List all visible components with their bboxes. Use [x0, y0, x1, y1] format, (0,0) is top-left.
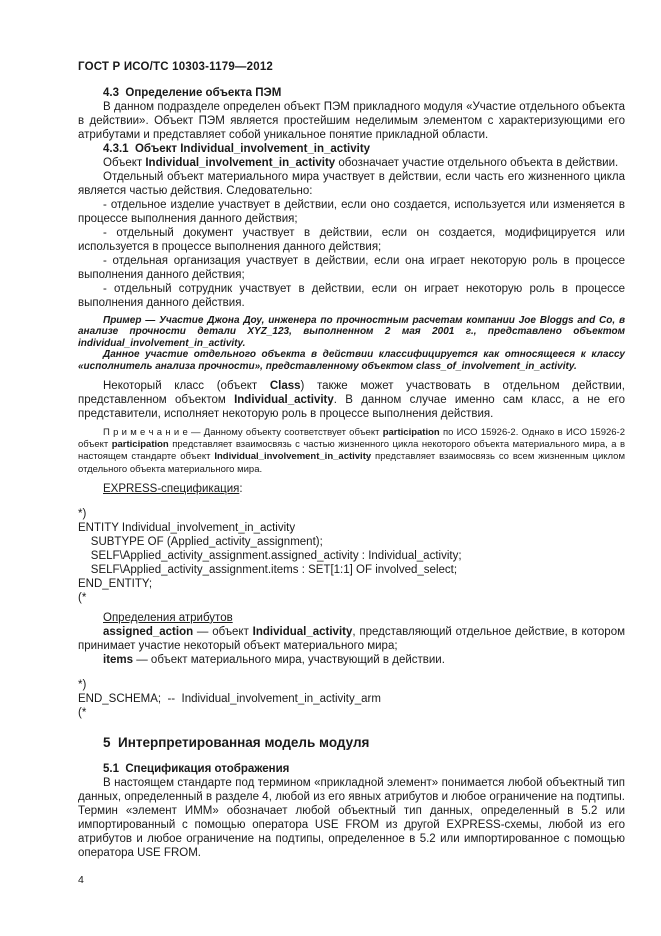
- text-run: - отдельная организация участвует в действии, если она играет некоторую роль в процессе выполнения данного действия;: [78, 255, 625, 281]
- page-number: 4: [78, 874, 84, 886]
- attribute-definition: [78, 625, 625, 653]
- bullet-item: [78, 198, 625, 226]
- code-line: SELF\Applied_activity_assignment.items : SET[1:1] OF involved_select;: [78, 563, 458, 576]
- text-run: В настоящем стандарте под термином «прикладной элемент» понимается любой объектный тип данных, определенный в разделе 4, любой из его явных атрибутов и любое ограничение на подтипы. Термин «элемент ИММ» обозначает любой объектный тип данных, определенный в 5.2 или импортированный с помощью оператора USE FROM из другой EXPRESS-схемы, любой из его атрибутов и любое ограничение на подтипы, определенное в 5.2 или импортированное с помощью оператора USE FROM.: [78, 776, 625, 859]
- paragraph: [78, 100, 625, 142]
- paragraph: [78, 379, 625, 421]
- code-line: END_ENTITY;: [78, 577, 153, 590]
- text-run: Объект: [103, 157, 146, 169]
- text-run: Individual_activity: [252, 625, 353, 638]
- text-run: В данном подразделе определен объект ПЭМ прикладного модуля «Участие отдельного объекта в действии». Объект ПЭМ является простейшим неделимым элементом с характеризующими его атрибутами и представляет собой уникальное понятие прикладной области.: [78, 101, 625, 141]
- note-paragraph: [78, 427, 625, 476]
- text-run: - отдельное изделие участвует в действии, если оно создается, используется или изменяется в процессе выполнения данного действия;: [78, 199, 625, 225]
- text-run: 5 Интерпретированная модель модуля: [103, 734, 370, 750]
- text-run: EXPRESS-спецификация: [103, 482, 240, 495]
- text-run: — объект материального мира, участвующий в действии.: [133, 653, 445, 666]
- bullet-item: [78, 226, 625, 254]
- text-run: - отдельный сотрудник участвует в действии, если он играет некоторую роль в процессе выполнения данного действия.: [78, 283, 625, 309]
- attr-definitions-label: [78, 611, 625, 625]
- code-line: (*: [78, 706, 87, 719]
- section-4-3-heading: [78, 86, 625, 100]
- express-code-block: [78, 507, 625, 605]
- text-run: Некоторый класс (объект: [103, 380, 270, 393]
- attribute-definition: [78, 653, 625, 667]
- end-schema-code-block: [78, 678, 625, 720]
- text-run: Individual_activity: [234, 394, 334, 407]
- code-line: SELF\Applied_activity_assignment.assigned_activity : Individual_activity;: [78, 549, 462, 562]
- section-5-heading: [78, 734, 625, 751]
- bullet-item: [78, 282, 625, 310]
- text-run: Отдельный объект материального мира участвует в действии, если часть его жизненного цикла является частью действия. Следовательно:: [78, 171, 625, 197]
- text-run: Individual_involvement_in_activity: [145, 157, 336, 169]
- text-run: participation: [382, 427, 440, 439]
- paragraph: [78, 170, 625, 198]
- text-run: Данное участие отдельного объекта в действии классифицируется как относящееся к классу «исполнитель анализа прочности», представленному объектом class_of_involvement_in_activity.: [78, 349, 625, 372]
- text-run: - отдельный документ участвует в действии, если он создается, модифицируется или используется в процессе выполнения данного действия;: [78, 227, 625, 253]
- section-4-3-1-heading: [78, 142, 625, 156]
- bullet-item: [78, 254, 625, 282]
- text-run: Class: [269, 380, 301, 393]
- paragraph: [78, 156, 625, 170]
- code-line: *): [78, 678, 87, 691]
- text-run: :: [239, 482, 243, 495]
- paragraph: [78, 776, 625, 860]
- document-body: [78, 86, 625, 860]
- text-run: 4.3 Определение объекта ПЭМ: [103, 87, 282, 99]
- text-run: . В данном случае именно сам класс, а не его представители, исполняет некоторую роль в процессе выполнения действия.: [78, 394, 626, 421]
- code-line: ENTITY Individual_involvement_in_activity: [78, 521, 296, 534]
- code-line: SUBTYPE OF (Applied_activity_assignment);: [78, 535, 323, 548]
- text-run: обозначает участие отдельного объекта в действии.: [335, 157, 619, 169]
- code-line: (*: [78, 591, 87, 604]
- example-paragraph: [78, 349, 625, 372]
- text-run: представляет взаимосвязь со всем жизненным циклом отдельного объекта материального мира.: [78, 451, 626, 475]
- text-run: Определения атрибутов: [103, 611, 233, 624]
- text-run: по ИСО 15926-2. Однако в ИСО 15926-2 объект: [78, 427, 625, 451]
- text-run: Individual_involvement_in_activity: [214, 451, 372, 463]
- text-run: 4.3.1 Объект Individual_involvement_in_activity: [103, 143, 371, 155]
- text-run: — объект: [193, 625, 253, 638]
- text-run: , представляющий отдельное действие, в котором принимает участие некоторый объект материального мира;: [78, 625, 626, 652]
- text-run: 5.1 Спецификация отображения: [103, 762, 290, 775]
- text-run: ) также может участвовать в отдельном действии, представленном объектом: [78, 380, 625, 407]
- text-run: Пример — Участие Джона Доу, инженера по прочностным расчетам компании Joe Bloggs and Co, в анализе прочности детали XYZ_123, выполненном 2 мая 2001 г., представлено объектом individual_involvement_in_activity.: [78, 315, 625, 349]
- code-line: *): [78, 507, 87, 520]
- express-spec-label: [78, 482, 625, 496]
- section-5-1-heading: [78, 762, 625, 776]
- text-run: items: [103, 653, 134, 666]
- example-paragraph: [78, 315, 625, 349]
- text-run: П р и м е ч а н и е — Данному объекту соответствует объект: [103, 427, 383, 439]
- standard-designation-header: ГОСТ Р ИСО/ТС 10303-1179—2012: [78, 61, 274, 73]
- code-line: END_SCHEMA; -- Individual_involvement_in_activity_arm: [78, 692, 381, 705]
- text-run: assigned_action: [103, 625, 194, 638]
- text-run: participation: [111, 439, 169, 451]
- text-run: представляет взаимосвязь с частью жизненного цикла некоторого объекта материального мира, а в настоящем стандарте объект: [78, 439, 625, 463]
